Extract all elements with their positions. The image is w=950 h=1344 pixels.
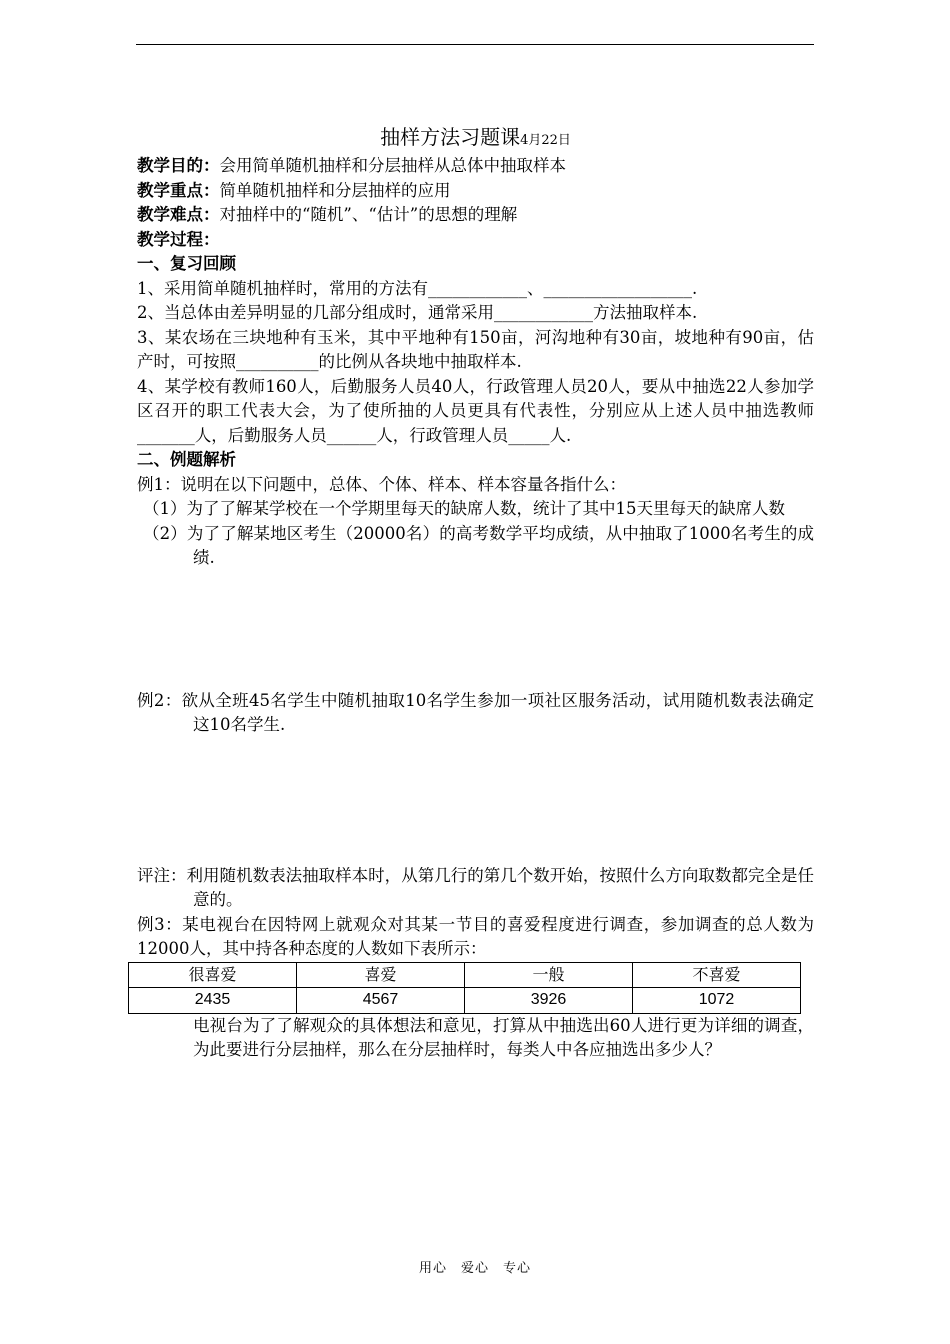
focus-label: 教学重点： — [137, 180, 220, 200]
answer-space-2 — [137, 738, 814, 864]
header-rule — [136, 44, 814, 45]
table-header-row — [129, 962, 801, 988]
table-header-cell: 一般 — [465, 962, 633, 988]
review-question-2: 2、当总体由差异明显的几部分组成时，通常采用____________方法抽取样本. — [137, 303, 698, 322]
objective-text: 会用简单随机抽样和分层抽样从总体中抽取样本 — [219, 156, 566, 175]
table-header-cell: 不喜爱 — [633, 962, 801, 988]
example-3-question: 电视台为了了解观众的具体想法和意见，打算从中抽选出60人进行更为详细的调查，为此要进行分层抽样，那么在分层抽样时，每类人中各应抽选出多少人？ — [193, 1015, 814, 1059]
focus-text: 简单随机抽样和分层抽样的应用 — [219, 180, 451, 200]
answer-space-1 — [137, 571, 814, 689]
table-header-cell: 很喜爱 — [129, 962, 297, 988]
objective-label: 教学目的： — [137, 156, 220, 175]
table-cell: 1072 — [633, 988, 801, 1014]
example-1: 例1：说明在以下问题中，总体、个体、样本、样本容量各指什么： — [137, 474, 626, 494]
difficulty-text: 对抽样中的“随机”、“估计”的思想的理解 — [219, 205, 518, 224]
review-question-4: 4、某学校有教师160人，后勤服务人员40人，行政管理人员20人，要从中抽选22人参加学区召开的职工代表大会，为了使所抽的人员更具有代表性，分别应从上述人员中抽选教师_______人，后勤服务人员______人，行政管理人员_____人. — [137, 376, 814, 445]
table-header-cell: 喜爱 — [297, 962, 465, 988]
note-paragraph: 评注：利用随机数表法抽取样本时，从第几行的第几个数开始，按照什么方向取数都完全是任意的。 — [137, 865, 814, 909]
review-question-3: 3、某农场在三块地种有玉米，其中平地种有150亩，河沟地种有30亩，坡地种有90亩，估产时，可按照__________的比例从各块地中抽取样本. — [137, 327, 814, 371]
section-examples-heading: 二、例题解析 — [137, 450, 236, 469]
objective-line — [137, 154, 814, 179]
table-cell: 3926 — [465, 988, 633, 1014]
process-label: 教学过程： — [137, 229, 220, 249]
table-row — [129, 988, 801, 1014]
difficulty-line — [137, 203, 814, 228]
example-2: 例2：欲从全班45名学生中随机抽取10名学生参加一项社区服务活动，试用随机数表法确定这10名学生. — [137, 690, 814, 734]
example-1-part-1: （1）为了了解某学校在一个学期里每天的缺席人数，统计了其中15天里每天的缺席人数 — [143, 499, 785, 518]
attitude-table — [128, 962, 801, 1014]
table-cell: 2435 — [129, 988, 297, 1014]
title-text: 抽样方法习题课 — [380, 125, 521, 149]
example-1-part-2: （2）为了了解某地区考生（20000名）的高考数学平均成绩，从中抽取了1000名考生的成绩. — [143, 523, 814, 567]
difficulty-label: 教学难点： — [137, 205, 220, 224]
page-footer: 用心 爱心 专心 — [418, 1261, 531, 1276]
section-review-heading: 一、复习回顾 — [137, 254, 236, 273]
review-question-1: 1、采用简单随机抽样时，常用的方法有____________、__________________. — [137, 278, 698, 298]
example-3: 例3：某电视台在因特网上就观众对其某一节目的喜爱程度进行调查，参加调查的总人数为12000人，其中持各种态度的人数如下表所示： — [137, 914, 814, 958]
focus-line — [137, 179, 814, 204]
table-cell: 4567 — [297, 988, 465, 1014]
title-date: 4月22日 — [520, 133, 571, 148]
page-title — [137, 124, 814, 154]
document-body — [137, 124, 814, 1063]
